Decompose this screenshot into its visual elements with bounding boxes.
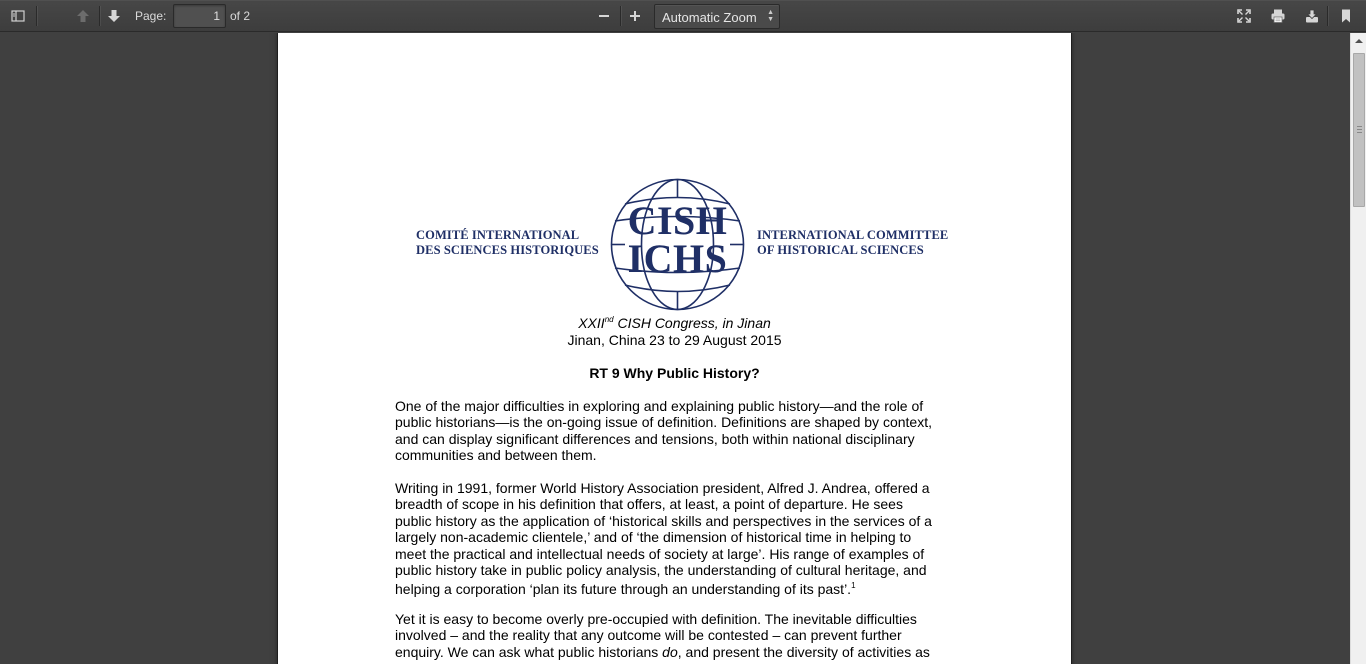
congress-name: [278, 315, 1071, 331]
footnote-marker[interactable]: 1: [851, 581, 856, 591]
logo-left-line: DES SCIENCES HISTORIQUES: [416, 243, 599, 257]
zoom-select[interactable]: [654, 4, 780, 29]
fullscreen-icon: [1236, 8, 1252, 24]
download-button[interactable]: [1300, 4, 1324, 28]
grip-line: [1357, 132, 1362, 133]
logo-acronym-ichs: ICHS: [627, 236, 728, 281]
paragraph: [395, 611, 955, 660]
paragraph: [395, 480, 955, 598]
page-number-value: 1: [213, 9, 220, 23]
page-label: Page:: [135, 9, 167, 23]
logo-english-name: [757, 228, 948, 258]
zoom-out-button[interactable]: [592, 4, 616, 28]
toolbar-separator: [36, 6, 37, 26]
text-line: public historians—is the on-going issue of definition. Definitions are shaped by context,: [395, 414, 932, 431]
emphasized-text: do: [662, 643, 678, 660]
text-line: involved – and the reality that any outcome will be contested – can prevent further: [395, 627, 902, 644]
logo-right-line: OF HISTORICAL SCIENCES: [757, 243, 924, 257]
document-viewer[interactable]: [0, 33, 1350, 664]
grip-line: [1357, 129, 1362, 130]
page-number-input[interactable]: [173, 4, 226, 28]
grip-line: [1357, 126, 1362, 127]
download-icon: [1304, 8, 1320, 24]
text-line: meet the practical and intellectual needs of society at large’. His range of examples of: [395, 545, 925, 562]
text-line: breadth of scope in his definition that offers, at least, a point of departure. He sees: [395, 496, 903, 513]
sidebar-toggle-button[interactable]: [6, 4, 30, 28]
toolbar-separator: [620, 6, 621, 26]
text-line-content: , and present the diversity of activities as: [677, 643, 930, 660]
text-line: public history take in public policy analysis, the understanding of cultural heritage, and: [395, 562, 927, 579]
print-icon: [1270, 8, 1286, 24]
bookmark-button[interactable]: [1334, 4, 1358, 28]
logo-right-line: INTERNATIONAL COMMITTEE: [757, 228, 949, 242]
text-line: Yet it is easy to become overly pre-occupied with definition. The inevitable difficulties: [395, 611, 917, 627]
arrow-up-icon: [75, 8, 91, 24]
toolbar-separator: [1327, 6, 1328, 26]
document-title: RT 9 Why Public History?: [589, 365, 760, 381]
congress-number: XXII: [578, 315, 605, 331]
zoom-in-button[interactable]: [623, 4, 647, 28]
text-line: communities and between them.: [395, 447, 597, 464]
congress-name-rest: CISH Congress, in Jinan: [613, 315, 771, 331]
text-line-content: enquiry. We can ask what public historians: [395, 643, 663, 660]
zoom-select-value: Automatic Zoom: [662, 10, 757, 25]
toolbar-separator: [99, 6, 100, 26]
fullscreen-button[interactable]: [1232, 4, 1256, 28]
text-line: [395, 578, 955, 597]
paragraph: [395, 398, 955, 464]
pdf-toolbar: [0, 0, 1366, 32]
text-line: Writing in 1991, former World History Association president, Alfred J. Andrea, offered a: [395, 480, 930, 496]
bookmark-icon: [1338, 8, 1354, 24]
minus-icon: [597, 9, 611, 23]
text-line: [395, 644, 955, 660]
plus-icon: [628, 9, 642, 23]
select-arrows-icon: ▲ ▼: [767, 9, 774, 23]
text-line-content: helping a corporation ‘plan its future through an understanding of its past’.: [395, 581, 852, 598]
logo-french-name: [416, 228, 599, 258]
previous-page-button[interactable]: [71, 4, 95, 28]
print-button[interactable]: [1266, 4, 1290, 28]
scrollbar-thumb[interactable]: [1353, 53, 1365, 207]
logo-left-line: COMITÉ INTERNATIONAL: [416, 228, 580, 242]
congress-ordinal: nd: [604, 315, 614, 324]
arrow-down-icon: [106, 8, 122, 24]
sidebar-toggle-icon: [10, 8, 26, 24]
pdf-page: [278, 33, 1071, 664]
scroll-up-arrow-icon[interactable]: [1351, 33, 1366, 49]
text-line: and can display significant differences and tensions, both within national disciplinary: [395, 430, 915, 447]
text-line: largely non-academic clientele,’ and of ‘the dimension of historical time in helping to: [395, 529, 912, 546]
congress-place: Jinan, China 23 to 29 August 2015: [567, 332, 782, 348]
logo-acronyms: [609, 198, 746, 281]
text-line: public history as the application of ‘historical skills and perspectives in the services of a: [395, 512, 932, 529]
logo-acronym-cish: CISH: [627, 198, 728, 243]
vertical-scrollbar[interactable]: [1350, 33, 1366, 664]
next-page-button[interactable]: [102, 4, 126, 28]
text-line: One of the major difficulties in exploring and explaining public history—and the role of: [395, 398, 924, 414]
page-count: of 2: [230, 9, 251, 23]
